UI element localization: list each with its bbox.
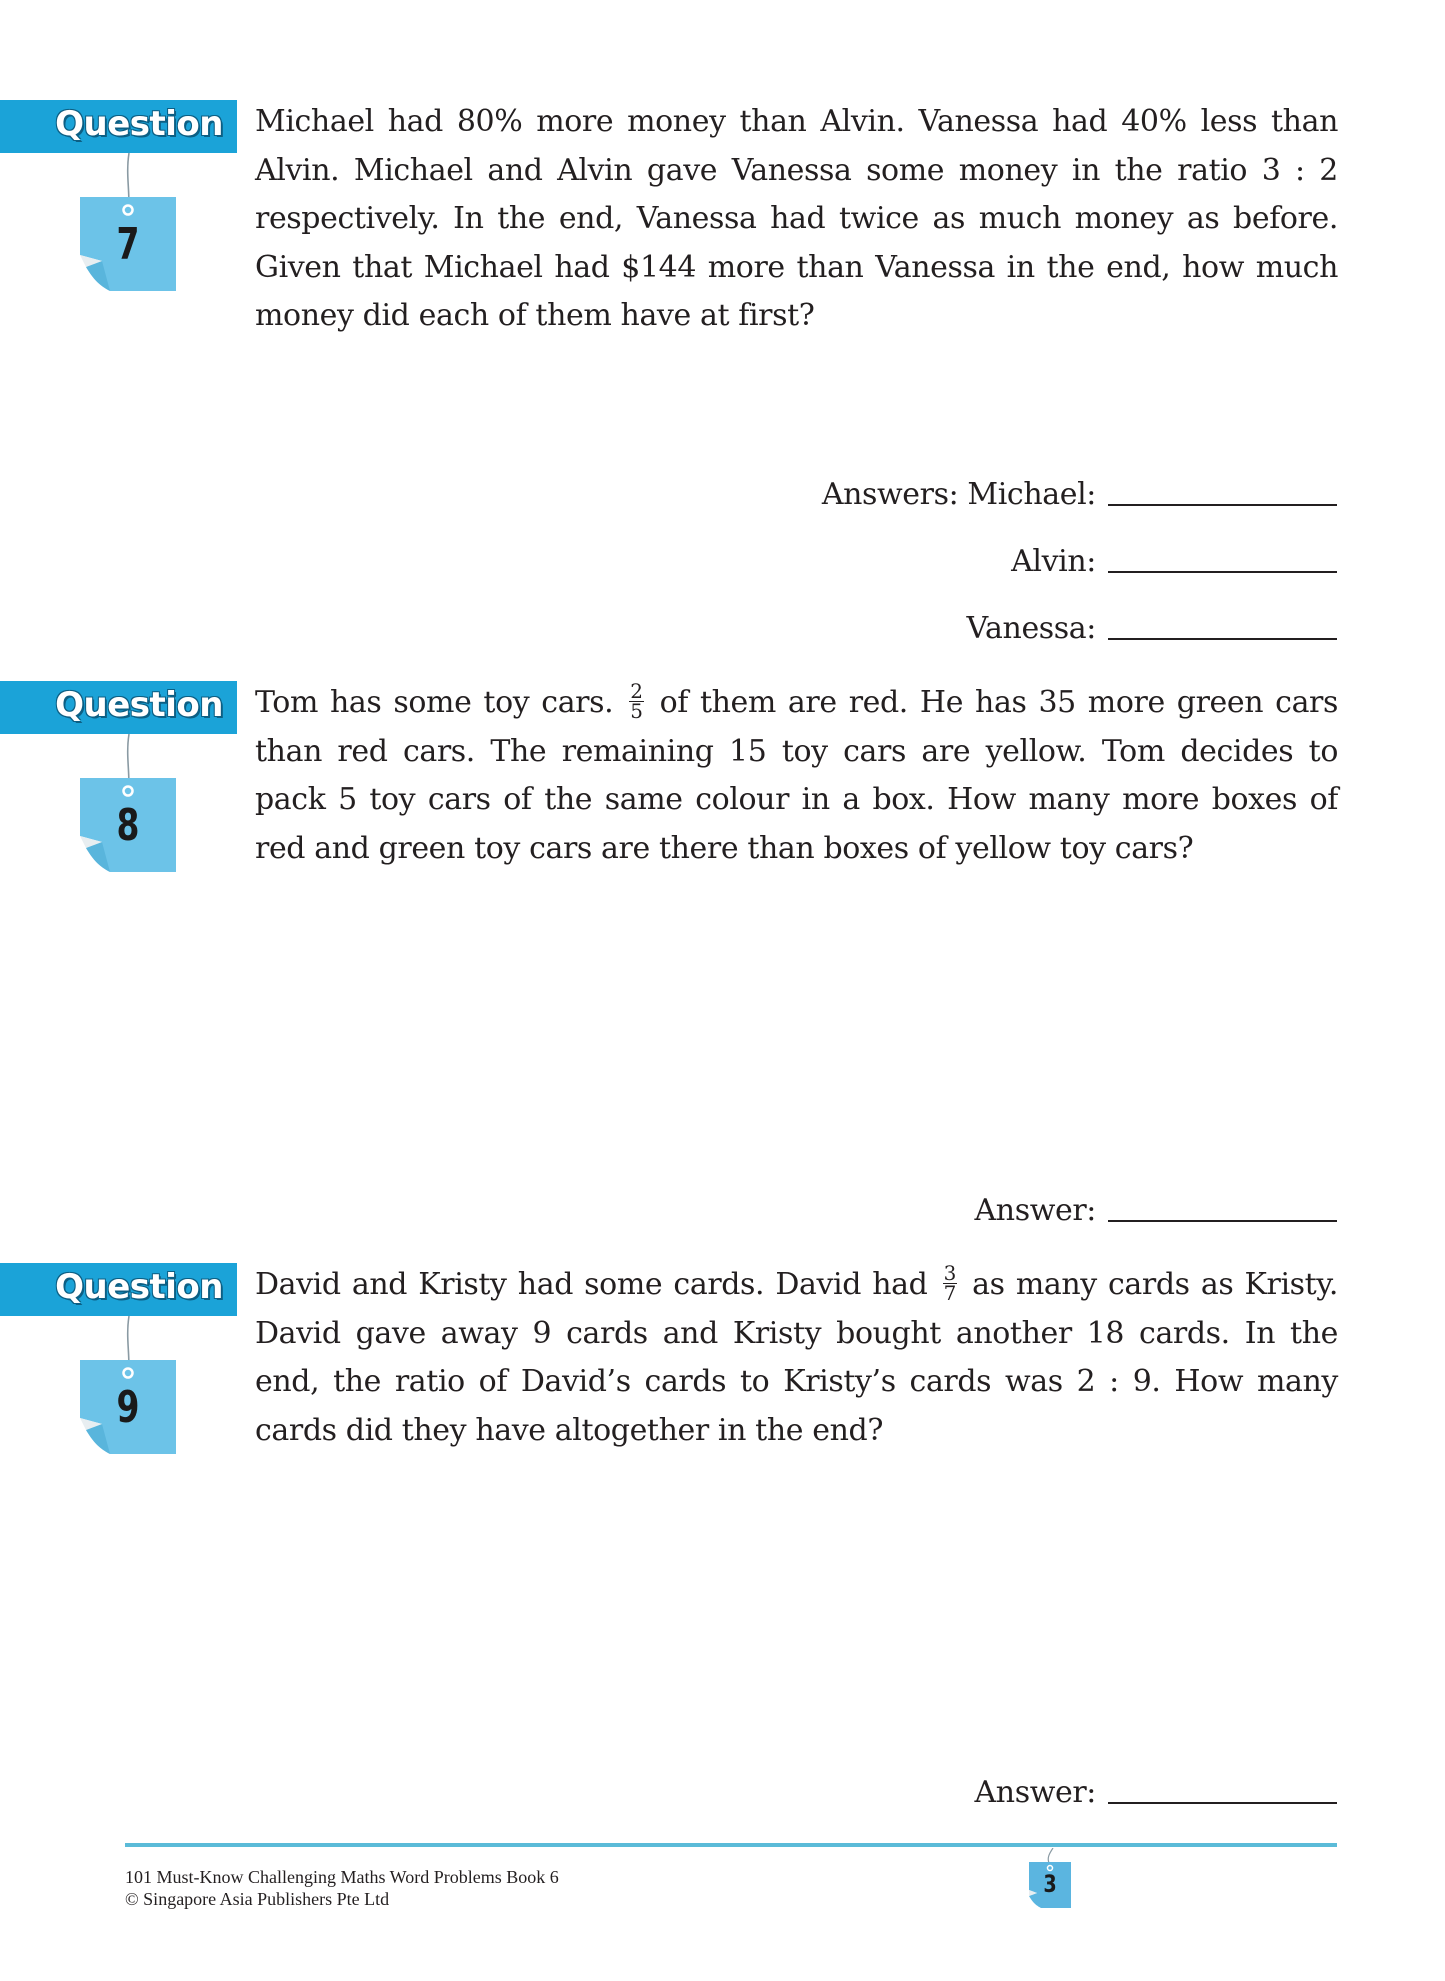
book-title: 101 Must-Know Challenging Maths Word Problems Book 6 [125,1867,559,1887]
fraction [629,678,643,723]
question-text [255,679,1338,873]
fraction-denominator: 5 [630,698,643,723]
page-number-tag [1025,1848,1075,1910]
question-banner-label: Question [55,1267,223,1307]
question-banner [0,681,237,734]
answer-label: Alvin: [1011,544,1096,579]
answer-label: Answers: Michael: [821,477,1096,512]
question-number-tag [80,1360,176,1454]
answer-row-michael [822,472,1337,512]
answer-label: Answer: [974,1775,1096,1810]
answer-row-vanessa [967,606,1337,646]
answer-blank-michael[interactable] [1108,504,1337,506]
footer-credits [125,1866,559,1910]
question-number: 9 [116,1382,140,1433]
answer-blank-vanessa[interactable] [1108,638,1337,640]
answer-label: Answer: [974,1193,1096,1228]
fraction [943,1260,957,1305]
footer-divider [125,1843,1337,1847]
question-text: Michael had 80% more money than Alvin. Vanessa had 40% less than Alvin. Michael and Alvin gave Vanessa some money in the ratio 3 : 2 respectively. In the end, Vanessa had twice as much money as before. Given that Michael had $144 more than Vanessa in the end, how much money did each of them have at first? [255,104,1338,333]
copyright: © Singapore Asia Publishers Pte Ltd [125,1889,390,1909]
fraction-denominator: 7 [943,1280,956,1305]
question-text-part: as many cards as Kristy. David gave away 9 cards and Kristy bought another 18 cards. In the end, the ratio of David’s cards to Kristy’s cards was 2 : 9. How many cards did they have altogether in the end? [255,1267,1338,1448]
question-text-part: of them are red. He has 35 more green cars than red cars. The remaining 15 toy cars are yellow. Tom decides to pack 5 toy cars of the same colour in a box. How many more boxes of red and green toy cars are there than boxes of yellow toy cars? [255,685,1338,866]
answer-row-alvin [1011,539,1337,579]
question-text [255,1261,1338,1455]
answer-blank-alvin[interactable] [1108,571,1337,573]
answer-label: Vanessa: [966,611,1096,646]
answer-row [975,1188,1337,1228]
question-banner-label: Question [55,685,223,725]
question-number: 8 [116,800,140,851]
answer-blank[interactable] [1108,1220,1337,1222]
answer-row [975,1770,1337,1810]
question-number-tag [80,778,176,872]
answer-blank[interactable] [1108,1802,1337,1804]
question-banner-label: Question [55,104,223,144]
page-number: 3 [1043,1870,1057,1898]
question-banner [0,1263,237,1316]
question-number: 7 [116,219,140,270]
question-text-part: David and Kristy had some cards. David had [255,1267,928,1302]
fraction-numerator: 3 [943,1260,956,1285]
fraction-numerator: 2 [630,678,643,703]
question-banner [0,100,237,153]
question-text-part: Tom has some toy cars. [255,685,614,720]
question-number-tag [80,197,176,291]
